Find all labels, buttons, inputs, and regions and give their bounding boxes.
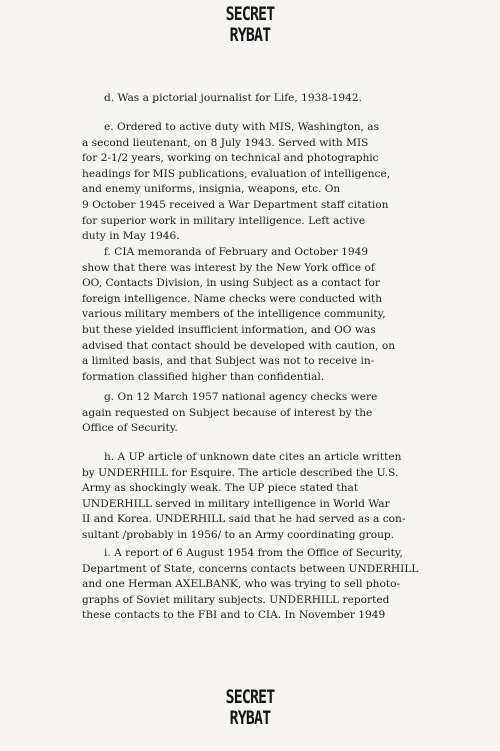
text-line: UNDERHILL served in military intelligence in World War: [82, 497, 390, 510]
text-line: for 2-1/2 years, working on technical and photographic: [82, 152, 379, 165]
text-line: graphs of Soviet military subjects. UNDERHILL reported: [82, 593, 390, 606]
classification-stamp-top: [55, 4, 445, 46]
text-line: these contacts to the FBI and to CIA. In November 1949: [82, 609, 386, 622]
classification-stamp-bottom: [55, 687, 445, 729]
text-line: and one Herman AXELBANK, who was trying to sell photo-: [82, 578, 401, 591]
stamp-secret: SECRET: [225, 3, 275, 25]
text-line: g. On 12 March 1957 national agency checks were: [104, 391, 378, 403]
text-line: d. Was a pictorial journalist for Life, 1938-1942.: [104, 92, 363, 104]
text-line: formation classified higher than confidential.: [82, 370, 325, 383]
text-line: i. A report of 6 August 1954 from the Office of Security,: [104, 547, 403, 559]
text-line: show that there was interest by the New York office of: [82, 261, 375, 274]
text-line: Office of Security.: [82, 422, 178, 435]
text-line: Army as shockingly weak. The UP piece stated that: [82, 482, 359, 495]
text-line: 9 October 1945 received a War Department staff citation: [82, 198, 389, 211]
text-line: advised that contact should be developed with caution, on: [82, 339, 396, 352]
text-line: again requested on Subject because of interest by the: [82, 406, 373, 419]
text-line: by UNDERHILL for Esquire. The article described the U.S.: [82, 466, 399, 479]
paragraph-f: [82, 245, 457, 385]
text-line: f. CIA memoranda of February and October 1949: [104, 246, 369, 258]
text-line: e. Ordered to active duty with MIS, Washington, as: [104, 121, 380, 133]
text-line: duty in May 1946.: [82, 230, 180, 243]
text-line: a limited basis, and that Subject was not to receive in-: [82, 355, 375, 368]
text-line: headings for MIS publications, evaluation of intelligence,: [82, 167, 391, 180]
paragraph-d: [104, 91, 479, 107]
text-line: for superior work in military intelligence. Left active: [82, 214, 366, 227]
text-line: h. A UP article of unknown date cites an article written: [104, 451, 402, 463]
stamp-rybat: RYBAT: [229, 707, 271, 729]
paragraph-g: [82, 390, 457, 437]
text-line: OO, Contacts Division, in using Subject as a contact for: [82, 277, 380, 290]
text-line: foreign intelligence. Name checks were conducted with: [82, 292, 383, 305]
paragraph-h: [82, 450, 457, 544]
text-line: various military members of the intelligence community,: [82, 308, 386, 321]
text-line: sultant /probably in 1956/ to an Army coordinating group.: [82, 528, 395, 541]
text-line: but these yielded insufficient information, and OO was: [82, 323, 376, 336]
paragraph-i: [82, 546, 457, 624]
text-line: a second lieutenant, on 8 July 1943. Served with MIS: [82, 136, 369, 149]
paragraph-e: [82, 120, 457, 245]
text-line: and enemy uniforms, insignia, weapons, etc. On: [82, 183, 341, 196]
text-line: II and Korea. UNDERHILL said that he had served as a con-: [82, 513, 406, 526]
stamp-secret: SECRET: [225, 686, 275, 708]
stamp-rybat: RYBAT: [229, 24, 271, 46]
text-line: Department of State, concerns contacts between UNDERHILL: [82, 562, 419, 575]
